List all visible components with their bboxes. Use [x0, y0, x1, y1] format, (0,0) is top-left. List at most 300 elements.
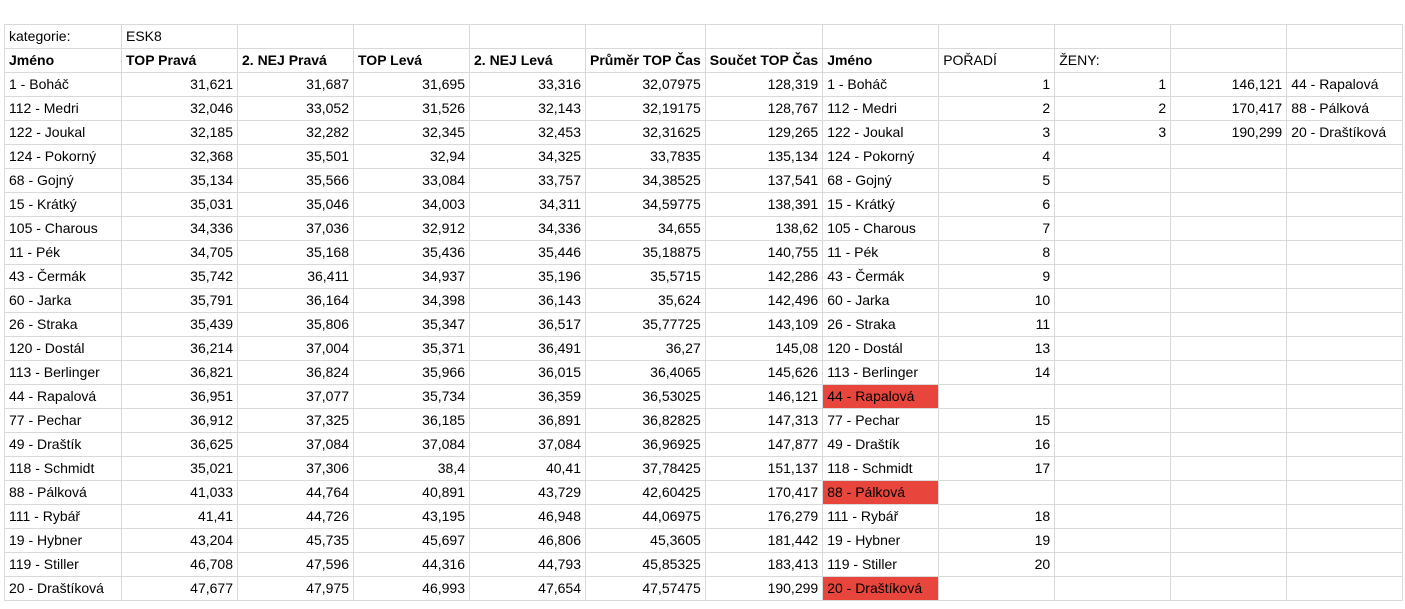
cell-second-best-left[interactable]: 47,654 — [470, 577, 586, 601]
cell-second-best-right[interactable]: 35,806 — [238, 313, 354, 337]
cell-second-best-left[interactable]: 44,793 — [470, 553, 586, 577]
cell-name[interactable]: 15 - Krátký — [5, 193, 122, 217]
cell-rank[interactable]: 7 — [939, 217, 1055, 241]
cell-top-right[interactable]: 35,791 — [122, 289, 238, 313]
cell-sum-top-time[interactable]: 138,391 — [705, 193, 822, 217]
cell-top-left[interactable]: 34,003 — [354, 193, 470, 217]
cell-name[interactable]: 88 - Pálková — [5, 481, 122, 505]
cell-top-right[interactable]: TOP Pravá — [122, 49, 238, 73]
cell-top-left[interactable]: 33,084 — [354, 169, 470, 193]
cell-rank[interactable]: 18 — [939, 505, 1055, 529]
cell-second-best-right[interactable]: 37,084 — [238, 433, 354, 457]
cell-top-left[interactable] — [354, 25, 470, 49]
cell-women-rank[interactable] — [1055, 289, 1171, 313]
cell-second-best-right[interactable]: 35,046 — [238, 193, 354, 217]
cell-sum-top-time[interactable]: 145,626 — [705, 361, 822, 385]
cell-second-best-right[interactable]: 35,566 — [238, 169, 354, 193]
cell-second-best-left[interactable]: 36,891 — [470, 409, 586, 433]
cell-top-left[interactable]: 36,185 — [354, 409, 470, 433]
cell-second-best-right[interactable]: 37,004 — [238, 337, 354, 361]
table-row — [5, 337, 1403, 361]
cell-name[interactable]: 120 - Dostál — [5, 337, 122, 361]
cell-name-ranked[interactable]: 11 - Pék — [823, 241, 939, 265]
cell-sum-top-time[interactable]: 151,137 — [705, 457, 822, 481]
cell-women-time[interactable] — [1171, 49, 1287, 73]
cell-sum-top-time[interactable]: 145,08 — [705, 337, 822, 361]
cell-rank[interactable]: 8 — [939, 241, 1055, 265]
cell-name-ranked[interactable]: 15 - Krátký — [823, 193, 939, 217]
cell-avg-top-time[interactable]: 45,3605 — [586, 529, 706, 553]
cell-sum-top-time[interactable]: 129,265 — [705, 121, 822, 145]
cell-rank[interactable]: 1 — [939, 73, 1055, 97]
cell-sum-top-time[interactable]: 142,496 — [705, 289, 822, 313]
cell-top-right[interactable]: 41,033 — [122, 481, 238, 505]
cell-top-left[interactable]: 46,993 — [354, 577, 470, 601]
cell-second-best-right[interactable]: 37,325 — [238, 409, 354, 433]
cell-women-name[interactable] — [1287, 25, 1403, 49]
cell-women-name[interactable] — [1287, 145, 1403, 169]
cell-sum-top-time[interactable]: 147,313 — [705, 409, 822, 433]
cell-avg-top-time[interactable]: 35,5715 — [586, 265, 706, 289]
cell-name[interactable]: 19 - Hybner — [5, 529, 122, 553]
table-row — [5, 217, 1403, 241]
cell-women-time[interactable]: 146,121 — [1171, 73, 1287, 97]
table-row — [5, 241, 1403, 265]
cell-name[interactable]: 105 - Charous — [5, 217, 122, 241]
cell-women-time[interactable] — [1171, 313, 1287, 337]
cell-avg-top-time[interactable]: 34,655 — [586, 217, 706, 241]
cell-women-time[interactable] — [1171, 241, 1287, 265]
cell-name-ranked[interactable]: 44 - Rapalová — [823, 385, 939, 409]
cell-sum-top-time[interactable]: 147,877 — [705, 433, 822, 457]
cell-women-rank[interactable] — [1055, 553, 1171, 577]
cell-avg-top-time[interactable]: 34,59775 — [586, 193, 706, 217]
cell-name[interactable]: 111 - Rybář — [5, 505, 122, 529]
cell-avg-top-time[interactable]: 36,53025 — [586, 385, 706, 409]
cell-name-ranked[interactable]: 20 - Draštíková — [823, 577, 939, 601]
cell-avg-top-time[interactable] — [586, 25, 706, 49]
cell-name[interactable]: 43 - Čermák — [5, 265, 122, 289]
cell-rank[interactable]: 19 — [939, 529, 1055, 553]
table-row — [5, 289, 1403, 313]
cell-rank[interactable]: 16 — [939, 433, 1055, 457]
cell-top-right[interactable]: 41,41 — [122, 505, 238, 529]
cell-name-ranked[interactable]: Jméno — [823, 49, 939, 73]
cell-top-left[interactable]: 32,912 — [354, 217, 470, 241]
cell-women-name[interactable] — [1287, 169, 1403, 193]
cell-name-ranked[interactable]: 26 - Straka — [823, 313, 939, 337]
cell-name[interactable]: 119 - Stiller — [5, 553, 122, 577]
cell-rank[interactable]: POŘADÍ — [939, 49, 1055, 73]
cell-women-rank[interactable] — [1055, 577, 1171, 601]
cell-top-left[interactable]: 34,398 — [354, 289, 470, 313]
cell-rank[interactable]: 3 — [939, 121, 1055, 145]
cell-name-ranked[interactable]: 122 - Joukal — [823, 121, 939, 145]
cell-women-time[interactable] — [1171, 289, 1287, 313]
cell-women-rank[interactable] — [1055, 505, 1171, 529]
cell-women-rank[interactable]: 2 — [1055, 97, 1171, 121]
cell-women-time[interactable] — [1171, 145, 1287, 169]
cell-avg-top-time[interactable]: 36,82825 — [586, 409, 706, 433]
cell-women-name[interactable] — [1287, 193, 1403, 217]
cell-sum-top-time[interactable]: 143,109 — [705, 313, 822, 337]
cell-sum-top-time[interactable]: 135,134 — [705, 145, 822, 169]
cell-name-ranked[interactable]: 112 - Medri — [823, 97, 939, 121]
cell-avg-top-time[interactable]: 45,85325 — [586, 553, 706, 577]
cell-women-time[interactable] — [1171, 337, 1287, 361]
cell-second-best-left[interactable]: 32,453 — [470, 121, 586, 145]
cell-name[interactable]: Jméno — [5, 49, 122, 73]
cell-name[interactable]: 20 - Draštíková — [5, 577, 122, 601]
cell-top-right[interactable]: 35,439 — [122, 313, 238, 337]
cell-women-rank[interactable] — [1055, 169, 1171, 193]
cell-women-time[interactable] — [1171, 25, 1287, 49]
cell-women-name[interactable] — [1287, 433, 1403, 457]
cell-top-right[interactable]: 36,625 — [122, 433, 238, 457]
cell-second-best-right[interactable]: 36,164 — [238, 289, 354, 313]
cell-sum-top-time[interactable]: 170,417 — [705, 481, 822, 505]
cell-women-rank[interactable] — [1055, 241, 1171, 265]
cell-women-name[interactable] — [1287, 457, 1403, 481]
cell-name[interactable]: 118 - Schmidt — [5, 457, 122, 481]
cell-top-left[interactable]: 35,436 — [354, 241, 470, 265]
cell-sum-top-time[interactable] — [705, 25, 822, 49]
cell-name-ranked[interactable]: 1 - Boháč — [823, 73, 939, 97]
cell-top-left[interactable]: 31,695 — [354, 73, 470, 97]
cell-sum-top-time[interactable]: 181,442 — [705, 529, 822, 553]
cell-second-best-right[interactable]: 2. NEJ Pravá — [238, 49, 354, 73]
cell-rank[interactable] — [939, 25, 1055, 49]
cell-second-best-right[interactable]: 31,687 — [238, 73, 354, 97]
cell-sum-top-time[interactable]: 176,279 — [705, 505, 822, 529]
cell-sum-top-time[interactable]: 128,319 — [705, 73, 822, 97]
cell-avg-top-time[interactable]: 36,4065 — [586, 361, 706, 385]
cell-second-best-right[interactable]: 37,077 — [238, 385, 354, 409]
cell-name[interactable]: 113 - Berlinger — [5, 361, 122, 385]
cell-avg-top-time[interactable]: 47,57475 — [586, 577, 706, 601]
cell-top-right[interactable]: 32,185 — [122, 121, 238, 145]
cell-rank[interactable]: 6 — [939, 193, 1055, 217]
table-row — [5, 121, 1403, 145]
cell-women-name[interactable] — [1287, 409, 1403, 433]
cell-women-name[interactable] — [1287, 481, 1403, 505]
cell-rank[interactable] — [939, 577, 1055, 601]
cell-women-time[interactable]: 170,417 — [1171, 97, 1287, 121]
cell-women-rank[interactable] — [1055, 529, 1171, 553]
cell-second-best-right[interactable]: 33,052 — [238, 97, 354, 121]
cell-top-right[interactable]: 35,031 — [122, 193, 238, 217]
cell-avg-top-time[interactable]: Průměr TOP Čas — [586, 49, 706, 73]
cell-women-name[interactable] — [1287, 49, 1403, 73]
cell-women-time[interactable] — [1171, 457, 1287, 481]
cell-women-rank[interactable] — [1055, 145, 1171, 169]
cell-name-ranked[interactable]: 118 - Schmidt — [823, 457, 939, 481]
cell-top-left[interactable]: 32,94 — [354, 145, 470, 169]
cell-women-name[interactable] — [1287, 529, 1403, 553]
cell-avg-top-time[interactable]: 32,07975 — [586, 73, 706, 97]
cell-women-time[interactable] — [1171, 169, 1287, 193]
cell-women-time[interactable] — [1171, 433, 1287, 457]
cell-avg-top-time[interactable]: 34,38525 — [586, 169, 706, 193]
cell-women-rank[interactable]: 3 — [1055, 121, 1171, 145]
cell-second-best-left[interactable]: 36,359 — [470, 385, 586, 409]
cell-second-best-right[interactable]: 37,036 — [238, 217, 354, 241]
cell-top-right[interactable]: 32,046 — [122, 97, 238, 121]
cell-women-name[interactable] — [1287, 265, 1403, 289]
cell-women-time[interactable] — [1171, 481, 1287, 505]
cell-rank[interactable]: 20 — [939, 553, 1055, 577]
cell-women-rank[interactable] — [1055, 25, 1171, 49]
cell-top-left[interactable]: 44,316 — [354, 553, 470, 577]
cell-women-time[interactable] — [1171, 193, 1287, 217]
cell-name[interactable]: 112 - Medri — [5, 97, 122, 121]
cell-second-best-left[interactable]: 33,316 — [470, 73, 586, 97]
cell-second-best-right[interactable]: 36,411 — [238, 265, 354, 289]
cell-name-ranked[interactable]: 113 - Berlinger — [823, 361, 939, 385]
cell-avg-top-time[interactable]: 32,31625 — [586, 121, 706, 145]
cell-second-best-left[interactable]: 46,948 — [470, 505, 586, 529]
cell-women-name[interactable] — [1287, 241, 1403, 265]
cell-rank[interactable] — [939, 481, 1055, 505]
cell-women-time[interactable] — [1171, 505, 1287, 529]
cell-top-right[interactable]: 35,021 — [122, 457, 238, 481]
cell-name-ranked[interactable]: 19 - Hybner — [823, 529, 939, 553]
cell-women-rank[interactable] — [1055, 313, 1171, 337]
cell-name[interactable]: 11 - Pék — [5, 241, 122, 265]
cell-avg-top-time[interactable]: 35,77725 — [586, 313, 706, 337]
cell-name-ranked[interactable]: 119 - Stiller — [823, 553, 939, 577]
cell-name-ranked[interactable]: 105 - Charous — [823, 217, 939, 241]
cell-name[interactable]: 68 - Gojný — [5, 169, 122, 193]
cell-rank[interactable]: 4 — [939, 145, 1055, 169]
cell-top-right[interactable]: 36,821 — [122, 361, 238, 385]
cell-second-best-left[interactable] — [470, 25, 586, 49]
cell-name-ranked[interactable]: 60 - Jarka — [823, 289, 939, 313]
cell-avg-top-time[interactable]: 32,19175 — [586, 97, 706, 121]
cell-avg-top-time[interactable]: 33,7835 — [586, 145, 706, 169]
table-row — [5, 361, 1403, 385]
cell-name[interactable]: 77 - Pechar — [5, 409, 122, 433]
cell-name[interactable]: kategorie: — [5, 25, 122, 49]
cell-name[interactable]: 122 - Joukal — [5, 121, 122, 145]
cell-women-name[interactable] — [1287, 553, 1403, 577]
cell-second-best-left[interactable]: 33,757 — [470, 169, 586, 193]
cell-second-best-left[interactable]: 2. NEJ Levá — [470, 49, 586, 73]
cell-rank[interactable]: 15 — [939, 409, 1055, 433]
cell-women-rank[interactable] — [1055, 217, 1171, 241]
cell-name-ranked[interactable] — [823, 25, 939, 49]
cell-avg-top-time[interactable]: 44,06975 — [586, 505, 706, 529]
cell-second-best-left[interactable]: 40,41 — [470, 457, 586, 481]
cell-second-best-right[interactable] — [238, 25, 354, 49]
cell-top-right[interactable]: 43,204 — [122, 529, 238, 553]
cell-sum-top-time[interactable]: 140,755 — [705, 241, 822, 265]
cell-second-best-right[interactable]: 44,764 — [238, 481, 354, 505]
cell-women-rank[interactable] — [1055, 433, 1171, 457]
cell-second-best-left[interactable]: 36,143 — [470, 289, 586, 313]
cell-second-best-right[interactable]: 47,975 — [238, 577, 354, 601]
cell-name-ranked[interactable]: 49 - Draštík — [823, 433, 939, 457]
cell-women-rank[interactable]: ŽENY: — [1055, 49, 1171, 73]
cell-top-left[interactable]: 35,734 — [354, 385, 470, 409]
cell-top-left[interactable]: 43,195 — [354, 505, 470, 529]
cell-top-right[interactable]: 36,214 — [122, 337, 238, 361]
cell-second-best-right[interactable]: 32,282 — [238, 121, 354, 145]
cell-sum-top-time[interactable]: 183,413 — [705, 553, 822, 577]
table-row — [5, 385, 1403, 409]
cell-women-time[interactable] — [1171, 385, 1287, 409]
cell-top-right[interactable]: 36,951 — [122, 385, 238, 409]
cell-top-left[interactable]: 35,371 — [354, 337, 470, 361]
cell-women-name[interactable] — [1287, 577, 1403, 601]
cell-avg-top-time[interactable]: 37,78425 — [586, 457, 706, 481]
cell-sum-top-time[interactable]: 138,62 — [705, 217, 822, 241]
table-row — [5, 265, 1403, 289]
cell-name[interactable]: 60 - Jarka — [5, 289, 122, 313]
cell-rank[interactable]: 13 — [939, 337, 1055, 361]
cell-top-left[interactable]: 35,347 — [354, 313, 470, 337]
cell-top-left[interactable]: 34,937 — [354, 265, 470, 289]
cell-second-best-right[interactable]: 37,306 — [238, 457, 354, 481]
cell-avg-top-time[interactable]: 36,96925 — [586, 433, 706, 457]
cell-name-ranked[interactable]: 68 - Gojný — [823, 169, 939, 193]
cell-top-left[interactable]: 45,697 — [354, 529, 470, 553]
cell-sum-top-time[interactable]: 128,767 — [705, 97, 822, 121]
cell-name[interactable]: 44 - Rapalová — [5, 385, 122, 409]
cell-second-best-right[interactable]: 44,726 — [238, 505, 354, 529]
cell-women-rank[interactable] — [1055, 409, 1171, 433]
cell-sum-top-time[interactable]: 137,541 — [705, 169, 822, 193]
cell-rank[interactable]: 11 — [939, 313, 1055, 337]
cell-top-right[interactable]: 46,708 — [122, 553, 238, 577]
cell-second-best-left[interactable]: 46,806 — [470, 529, 586, 553]
cell-women-rank[interactable]: 1 — [1055, 73, 1171, 97]
cell-women-time[interactable] — [1171, 529, 1287, 553]
cell-women-rank[interactable] — [1055, 265, 1171, 289]
cell-name[interactable]: 1 - Boháč — [5, 73, 122, 97]
cell-name-ranked[interactable]: 124 - Pokorný — [823, 145, 939, 169]
cell-avg-top-time[interactable]: 35,18875 — [586, 241, 706, 265]
table-row — [5, 505, 1403, 529]
cell-top-right[interactable]: 31,621 — [122, 73, 238, 97]
cell-sum-top-time[interactable]: 142,286 — [705, 265, 822, 289]
cell-second-best-right[interactable]: 45,735 — [238, 529, 354, 553]
cell-rank[interactable]: 10 — [939, 289, 1055, 313]
cell-women-name[interactable]: 20 - Draštíková — [1287, 121, 1403, 145]
cell-women-name[interactable] — [1287, 505, 1403, 529]
cell-top-left[interactable]: 40,891 — [354, 481, 470, 505]
cell-name-ranked[interactable]: 43 - Čermák — [823, 265, 939, 289]
cell-second-best-left[interactable]: 34,336 — [470, 217, 586, 241]
cell-name-ranked[interactable]: 77 - Pechar — [823, 409, 939, 433]
cell-name-ranked[interactable]: 88 - Pálková — [823, 481, 939, 505]
cell-top-left[interactable]: 35,966 — [354, 361, 470, 385]
cell-women-time[interactable] — [1171, 553, 1287, 577]
cell-women-name[interactable] — [1287, 289, 1403, 313]
cell-women-time[interactable] — [1171, 577, 1287, 601]
cell-women-name[interactable] — [1287, 217, 1403, 241]
cell-second-best-left[interactable]: 34,311 — [470, 193, 586, 217]
cell-top-left[interactable]: 38,4 — [354, 457, 470, 481]
cell-top-right[interactable]: 36,912 — [122, 409, 238, 433]
cell-women-time[interactable] — [1171, 265, 1287, 289]
cell-women-name[interactable] — [1287, 361, 1403, 385]
cell-rank[interactable] — [939, 385, 1055, 409]
cell-name[interactable]: 49 - Draštík — [5, 433, 122, 457]
cell-top-right[interactable]: 35,134 — [122, 169, 238, 193]
cell-sum-top-time[interactable]: Součet TOP Čas — [705, 49, 822, 73]
cell-second-best-right[interactable]: 47,596 — [238, 553, 354, 577]
cell-women-time[interactable] — [1171, 217, 1287, 241]
cell-second-best-right[interactable]: 35,168 — [238, 241, 354, 265]
cell-second-best-right[interactable]: 35,501 — [238, 145, 354, 169]
cell-women-rank[interactable] — [1055, 361, 1171, 385]
cell-second-best-left[interactable]: 32,143 — [470, 97, 586, 121]
cell-women-rank[interactable] — [1055, 193, 1171, 217]
table-row — [5, 409, 1403, 433]
cell-top-right[interactable]: 35,742 — [122, 265, 238, 289]
cell-women-name[interactable] — [1287, 313, 1403, 337]
cell-rank[interactable]: 14 — [939, 361, 1055, 385]
cell-second-best-right[interactable]: 36,824 — [238, 361, 354, 385]
cell-second-best-left[interactable]: 35,446 — [470, 241, 586, 265]
cell-avg-top-time[interactable]: 42,60425 — [586, 481, 706, 505]
cell-second-best-left[interactable]: 34,325 — [470, 145, 586, 169]
cell-women-time[interactable] — [1171, 361, 1287, 385]
cell-women-name[interactable]: 44 - Rapalová — [1287, 73, 1403, 97]
cell-second-best-left[interactable]: 35,196 — [470, 265, 586, 289]
cell-top-left[interactable]: TOP Levá — [354, 49, 470, 73]
cell-sum-top-time[interactable]: 146,121 — [705, 385, 822, 409]
cell-top-right[interactable]: 47,677 — [122, 577, 238, 601]
cell-women-time[interactable] — [1171, 409, 1287, 433]
cell-second-best-left[interactable]: 43,729 — [470, 481, 586, 505]
header-row — [5, 49, 1403, 73]
cell-second-best-left[interactable]: 36,517 — [470, 313, 586, 337]
cell-sum-top-time[interactable]: 190,299 — [705, 577, 822, 601]
cell-name[interactable]: 26 - Straka — [5, 313, 122, 337]
cell-rank[interactable]: 17 — [939, 457, 1055, 481]
cell-second-best-left[interactable]: 37,084 — [470, 433, 586, 457]
cell-name-ranked[interactable]: 120 - Dostál — [823, 337, 939, 361]
cell-avg-top-time[interactable]: 35,624 — [586, 289, 706, 313]
cell-name-ranked[interactable]: 111 - Rybář — [823, 505, 939, 529]
cell-women-name[interactable] — [1287, 337, 1403, 361]
cell-name[interactable]: 124 - Pokorný — [5, 145, 122, 169]
cell-top-right[interactable]: ESK8 — [122, 25, 238, 49]
cell-women-rank[interactable] — [1055, 481, 1171, 505]
cell-women-rank[interactable] — [1055, 385, 1171, 409]
cell-top-right[interactable]: 32,368 — [122, 145, 238, 169]
cell-avg-top-time[interactable]: 36,27 — [586, 337, 706, 361]
cell-rank[interactable]: 5 — [939, 169, 1055, 193]
cell-top-right[interactable]: 34,336 — [122, 217, 238, 241]
cell-women-name[interactable]: 88 - Pálková — [1287, 97, 1403, 121]
cell-women-time[interactable]: 190,299 — [1171, 121, 1287, 145]
cell-rank[interactable]: 9 — [939, 265, 1055, 289]
cell-women-rank[interactable] — [1055, 457, 1171, 481]
cell-women-rank[interactable] — [1055, 337, 1171, 361]
cell-top-right[interactable]: 34,705 — [122, 241, 238, 265]
cell-top-left[interactable]: 37,084 — [354, 433, 470, 457]
cell-women-name[interactable] — [1287, 385, 1403, 409]
table-row — [5, 193, 1403, 217]
cell-second-best-left[interactable]: 36,491 — [470, 337, 586, 361]
cell-second-best-left[interactable]: 36,015 — [470, 361, 586, 385]
cell-rank[interactable]: 2 — [939, 97, 1055, 121]
cell-top-left[interactable]: 32,345 — [354, 121, 470, 145]
cell-top-left[interactable]: 31,526 — [354, 97, 470, 121]
